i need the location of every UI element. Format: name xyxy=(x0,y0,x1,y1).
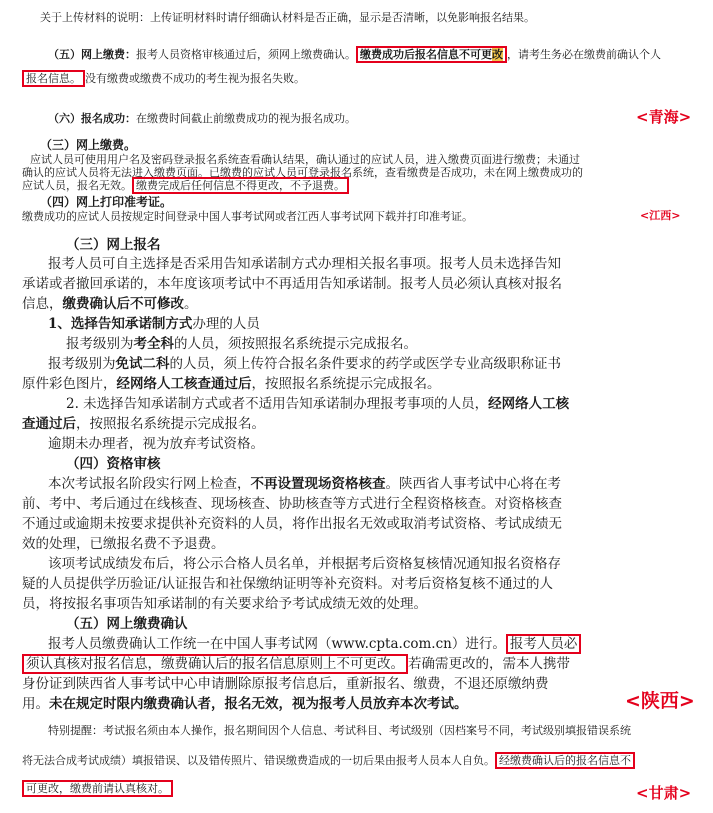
upload-note: 关于上传材料的说明：上传证明材料时请仔细确认材料是否正确，显示是否清晰，以免影响报名结果。 xyxy=(40,11,535,24)
shaanxi-text-line: 查通过后，按照报名系统提示完成报名。 xyxy=(22,416,265,432)
shaanxi-text-line: 身份证到陕西省人事考试中心申请删除原报考信息后，重新报名、缴费，不退还原缴纳费 xyxy=(22,676,549,692)
highlight-box: 可更改，缴费前请认真核对。 xyxy=(22,780,173,797)
shaanxi-online-reg-heading: （三）网上报名 xyxy=(66,237,161,253)
gansu-line-3 xyxy=(22,780,173,796)
highlight-box: 缴费完成后任何信息不得更改，不予退费。 xyxy=(132,177,349,194)
shaanxi-text-line: 承诺或者撤回承诺的，本年度该项考试中不再适用告知承诺制。报考人员必须认真核对报名 xyxy=(22,276,562,292)
gansu-line-1: 特别提醒：考试报名须由本人操作，报名期间因个人信息、考试科目、考试级别（因档案号不同，考试级别填报错误系统 xyxy=(48,724,631,737)
shaanxi-text-line: 效的处理，已缴报名费不予退费。 xyxy=(22,536,225,552)
highlight-box: 缴费成功后报名信息不可更改 xyxy=(356,46,507,63)
shaanxi-item-2-line: 2. 未选择告知承诺制方式或者不适用告知承诺制办理报考事项的人员，经网络人工核 xyxy=(66,396,570,412)
jiangxi-payment-heading: （三）网上缴费。 xyxy=(40,138,137,152)
shaanxi-text-line: 报考人员可自主选择是否采用告知承诺制方式办理相关报名事项。报考人员未选择告知 xyxy=(48,256,561,272)
shaanxi-item-1-heading: 1、选择告知承诺制方式办理的人员 xyxy=(48,316,260,332)
highlight-box: 报名信息。 xyxy=(22,70,85,87)
jiangxi-ticket-heading: （四）网上打印准考证。 xyxy=(40,195,173,209)
highlight-box: 报考人员必 xyxy=(506,634,582,654)
shaanxi-qualification-heading: （四）资格审核 xyxy=(66,456,161,472)
gansu-line-2: 将无法合成考试成绩）填报错误、以及错传照片、错误缴费造成的一切后果由报考人员本人自负。 经缴费确认后的报名信息不 xyxy=(22,752,635,768)
qinghai-payment-line-2: 报名信息。 没有缴费或缴费不成功的考生视为报名失败。 xyxy=(22,70,305,86)
qinghai-payment-heading: （五）网上缴费： xyxy=(48,48,136,61)
jiangxi-line-1: 应试人员可使用用户名及密码登录报名系统查看确认结果，确认通过的应试人员，进入缴费页面进行缴费；未通过 xyxy=(30,153,580,166)
jiangxi-line-4: 缴费成功的应试人员按规定时间登录中国人事考试网或者江西人事考试网下载并打印准考证。 xyxy=(22,210,473,223)
shaanxi-text-line: 报考级别为免试二科的人员，须上传符合报名条件要求的药学或医学专业高级职称证书 xyxy=(48,356,561,372)
shaanxi-text-line: 本次考试报名阶段实行网上检查，不再设置现场资格核查。陕西省人事考试中心将在考 xyxy=(48,476,561,492)
highlight-box: 须认真核对报名信息，缴费确认后的报名信息原则上不可更改。 xyxy=(22,654,408,674)
shaanxi-text-line: 逾期未办理者，视为放弃考试资格。 xyxy=(48,436,264,452)
highlight-box: 经缴费确认后的报名信息不 xyxy=(495,752,635,769)
region-tag-qinghai: <青海> xyxy=(636,108,692,126)
qinghai-success-line: （六）报名成功：在缴费时间截止前缴费成功的视为报名成功。 xyxy=(48,112,356,125)
region-tag-shaanxi: <陕西> xyxy=(625,690,695,712)
shaanxi-text-line: 用。未在规定时限内缴费确认者，报名无效，视为报考人员放弃本次考试。 xyxy=(22,696,468,712)
shaanxi-text-line: 员，将按报名事项告知承诺制的有关要求给予考试成绩无效的处理。 xyxy=(22,596,427,612)
shaanxi-text-line: 疑的人员提供学历验证/认证报告和社保缴纳证明等补充资料。对考后资格复核不通过的人 xyxy=(22,576,554,592)
shaanxi-text-line: 不通过或逾期未按要求提供补充资料的人员，将作出报名无效或取消考试资格、考试成绩无 xyxy=(22,516,562,532)
shaanxi-text-line: 信息，缴费确认后不可修改。 xyxy=(22,296,198,312)
shaanxi-text-line: 该项考试成绩发布后，将公示合格人员名单，并根据考后资格复核情况通知报名资格存 xyxy=(48,556,561,572)
shaanxi-text-line: 报考人员缴费确认工作统一在中国人事考试网（www.cpta.com.cn）进行。 报考人员必 xyxy=(48,632,581,652)
jiangxi-line-3: 应试人员，报名无效。 缴费完成后任何信息不得更改，不予退费。 xyxy=(22,177,349,193)
qinghai-payment-line-1: （五）网上缴费：报考人员资格审核通过后，须网上缴费确认。 缴费成功后报名信息不可更改 ，请考生务必在缴费前确认个人 xyxy=(48,48,661,61)
shaanxi-text-line: 须认真核对报名信息，缴费确认后的报名信息原则上不可更改。 若确需更改的，需本人携带 xyxy=(22,652,570,672)
shaanxi-text-line: 原件彩色图片，经网络人工核查通过后，按照报名系统提示完成报名。 xyxy=(22,376,441,392)
region-tag-gansu: <甘肃> xyxy=(636,784,692,802)
shaanxi-text-line: 报考级别为考全科的人员，须按照报名系统提示完成报名。 xyxy=(66,336,417,352)
jiangxi-line-2: 确认的应试人员将无法进入缴费页面。已缴费的应试人员可登录报名系统，查看缴费是否成功，未在网上缴费成功的 xyxy=(22,166,583,179)
shaanxi-payment-heading: （五）网上缴费确认 xyxy=(66,616,188,632)
shaanxi-text-line: 前、考中、考后通过在线核查、现场核查、协助核查等方式进行全程资格核查。对资格核查 xyxy=(22,496,562,512)
region-tag-jiangxi: <江西> xyxy=(640,209,681,222)
